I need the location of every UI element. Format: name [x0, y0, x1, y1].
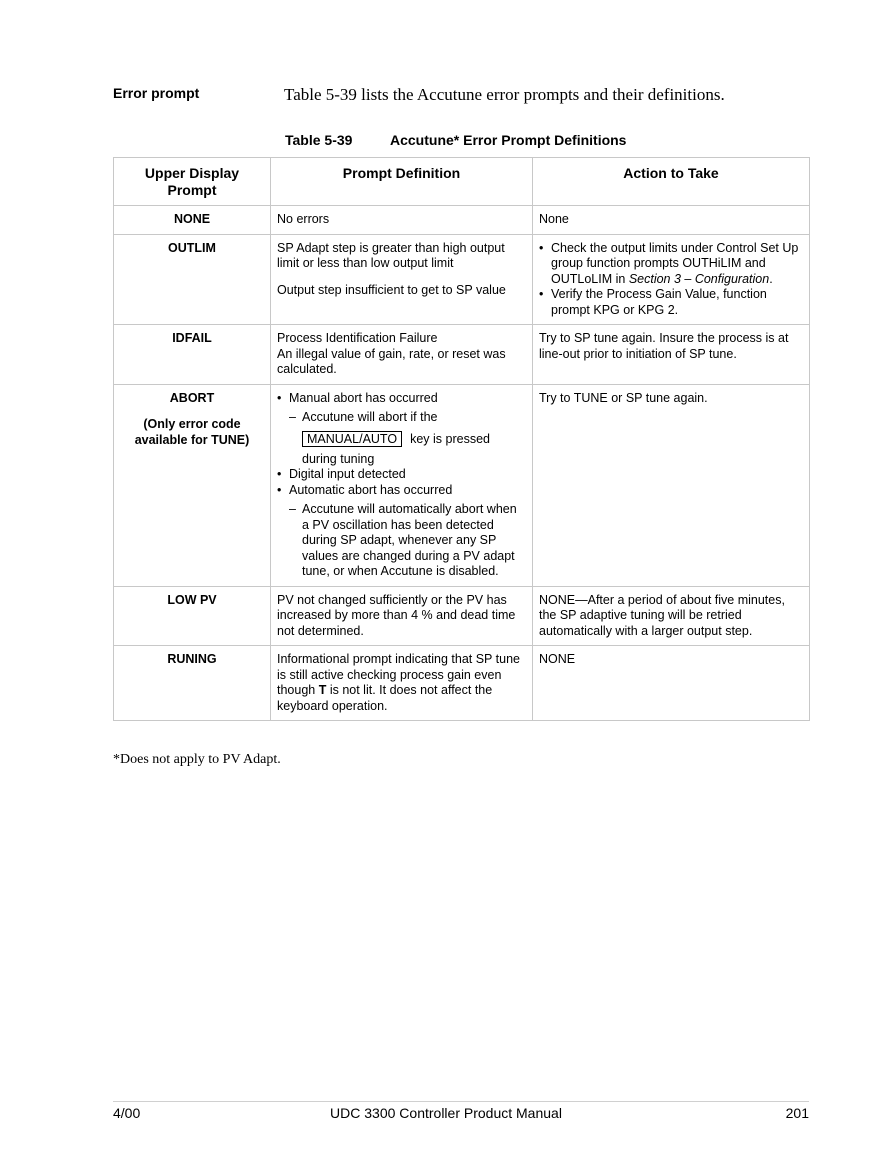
section-reference: Section 3 – Configuration — [628, 271, 770, 286]
table-header-row — [114, 158, 810, 206]
action-bullet-text: Check the output limits under Control Set Up group function prompts OUTHiLIM and OUTLoLIM in — [551, 240, 799, 286]
prompt-definition: No errors — [271, 206, 533, 235]
definition-bullet: • Manual abort has occurred — [277, 391, 526, 407]
prompt-action: NONE—After a period of about five minutes, the SP adaptive tuning will be retried automatically with a larger output step. — [533, 586, 810, 646]
table-row — [114, 586, 810, 646]
definition-text: SP Adapt step is greater than high output limit or less than low output limit — [277, 240, 505, 270]
action-bullet — [539, 241, 803, 288]
prompt-definition — [271, 234, 533, 325]
table-row — [114, 384, 810, 586]
prompt-code: ABORT — [169, 390, 215, 405]
definition-bullet: • Digital input detected — [277, 467, 526, 483]
action-bullet-text: Verify the Process Gain Value, function prompt KPG or KPG 2. — [551, 287, 767, 317]
action-bullet-end: . — [769, 271, 773, 286]
definition-sub-item: – Accutune will abort if the MANUAL/AUTO key is pressed during tuning — [289, 410, 490, 466]
prompt-action: Try to TUNE or SP tune again. — [533, 384, 810, 586]
footer-date: 4/00 — [113, 1105, 141, 1121]
prompt-code: LOW PV — [114, 586, 271, 646]
indicator-letter: T — [318, 683, 327, 697]
prompt-code: NONE — [114, 206, 271, 235]
definition-sub-text: key is pressed — [410, 431, 490, 446]
prompt-code: OUTLIM — [114, 234, 271, 325]
table-row — [114, 206, 810, 235]
definition-bullet: • Automatic abort has occurred — [277, 483, 526, 499]
section-heading: Error prompt — [113, 85, 200, 101]
definition-text: An illegal value of gain, rate, or reset was calculated. — [277, 346, 506, 376]
table-caption — [285, 132, 626, 148]
intro-text: Table 5-39 lists the Accutune error prompts and their definitions. — [284, 85, 725, 104]
definition-text: Process Identification Failure — [277, 331, 438, 345]
prompt-action: None — [533, 206, 810, 235]
prompt-definition: PV not changed sufficiently or the PV has increased by more than 4 % and dead time not determined. — [271, 586, 533, 646]
definition-text: is not lit. It does not affect the keyboard operation. — [277, 683, 493, 713]
definition-sub-text: Accutune will automatically abort when a PV oscillation has been detected during SP adapt, whenever any SP values are changed during a PV adapt tune, or when Accutune is disabled. — [302, 502, 517, 578]
prompt-code-note: (Only error code available for TUNE) — [134, 417, 250, 447]
table-row — [114, 646, 810, 721]
column-header-definition: Prompt Definition — [271, 158, 533, 206]
manual-auto-key: MANUAL/AUTO — [302, 431, 402, 447]
definition-sub-item: – Accutune will automatically abort when a PV oscillation has been detected during SP adapt, whenever any SP values are changed during a PV adapt tune, or when Accutune is disabled. — [289, 502, 517, 578]
error-prompt-table — [113, 157, 810, 721]
footnote: *Does not apply to PV Adapt. — [113, 752, 281, 767]
table-caption-title: Accutune* Error Prompt Definitions — [390, 132, 627, 148]
column-header-upper-display: Upper Display Prompt — [114, 158, 271, 206]
prompt-code: RUNING — [114, 646, 271, 721]
table-row — [114, 234, 810, 325]
table-caption-number: Table 5-39 — [285, 132, 353, 148]
prompt-definition — [271, 384, 533, 586]
prompt-code: IDFAIL — [114, 325, 271, 385]
prompt-definition — [271, 325, 533, 385]
definition-sub-text: Accutune will abort if the — [302, 410, 438, 424]
prompt-definition — [271, 646, 533, 721]
footer-title: UDC 3300 Controller Product Manual — [330, 1105, 562, 1121]
definition-sub-text: during tuning — [302, 451, 375, 466]
definition-text: Output step insufficient to get to SP value — [277, 282, 506, 297]
definition-text: Informational prompt indicating that SP tune is still active checking process gain even though — [277, 652, 520, 697]
table-row — [114, 325, 810, 385]
page-number: 201 — [785, 1105, 809, 1121]
action-bullet — [539, 287, 803, 318]
prompt-action — [533, 234, 810, 325]
column-header-action: Action to Take — [533, 158, 810, 206]
prompt-code-cell — [114, 384, 271, 586]
prompt-action: Try to SP tune again. Insure the process is at line-out prior to initiation of SP tune. — [533, 325, 810, 385]
footer-divider — [113, 1101, 809, 1102]
prompt-action: NONE — [533, 646, 810, 721]
